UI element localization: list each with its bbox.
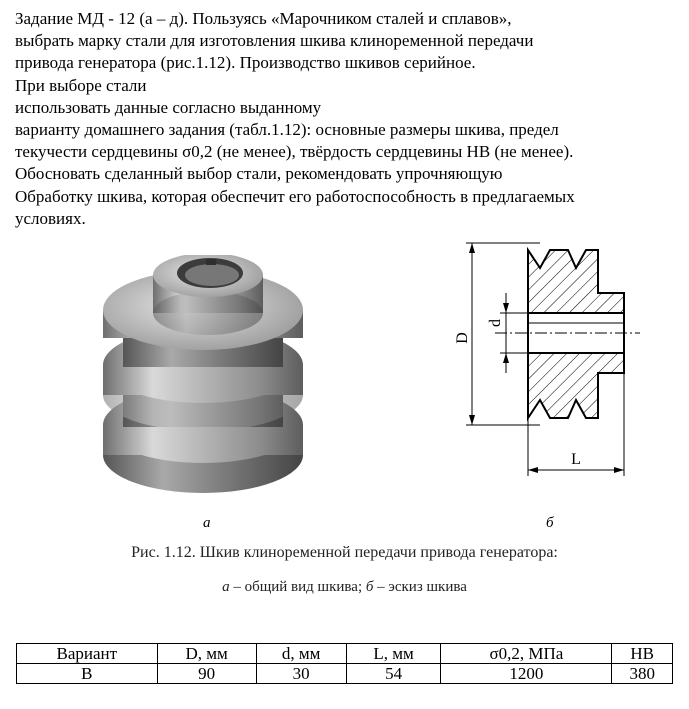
task-line: текучести сердцевины σ0,2 (не менее), твёрдость сердцевины HB (не менее). bbox=[15, 142, 574, 162]
task-line: использовать данные согласно выданному bbox=[15, 97, 322, 117]
cell-variant: В bbox=[17, 664, 158, 684]
variant-table bbox=[16, 643, 673, 684]
pulley-sketch bbox=[440, 238, 645, 478]
cell-HB: 380 bbox=[612, 664, 673, 684]
task-line: Задание МД - 12 (а – д). Пользуясь «Марочником сталей и сплавов», bbox=[15, 9, 512, 28]
figure-subcaption bbox=[0, 579, 689, 596]
dim-L-label: L bbox=[571, 451, 581, 468]
table-row bbox=[17, 664, 673, 684]
dim-D-label: D bbox=[454, 332, 471, 344]
pulley-photo bbox=[98, 255, 313, 505]
figure-label-b: б bbox=[546, 515, 554, 531]
figure-label-a: а bbox=[203, 515, 211, 531]
header-variant: Вариант bbox=[17, 644, 158, 664]
task-line: Обосновать сделанный выбор стали, рекомендовать упрочняющую bbox=[15, 164, 503, 184]
task-line: варианту домашнего задания (табл.1.12): основные размеры шкива, предел bbox=[15, 120, 559, 140]
header-yield: σ0,2, МПа bbox=[441, 644, 612, 664]
task-line: условиях. bbox=[15, 208, 86, 228]
task-line: Обработку шкива, которая обеспечит его работоспособность в предлагаемых bbox=[15, 186, 575, 206]
task-line: выбрать марку стали для изготовления шкива клиноременной передачи bbox=[15, 31, 534, 51]
header-D: D, мм bbox=[157, 644, 256, 664]
task-text bbox=[15, 8, 680, 230]
cell-d: 30 bbox=[256, 664, 346, 684]
header-HB: HB bbox=[612, 644, 673, 664]
table-header-row bbox=[17, 644, 673, 664]
cell-L: 54 bbox=[346, 664, 441, 684]
sub-b-text: – эскиз шкива bbox=[373, 579, 467, 595]
sub-a-letter: а bbox=[222, 579, 230, 595]
cell-yield: 1200 bbox=[441, 664, 612, 684]
sub-b-letter: б bbox=[365, 579, 374, 595]
cell-D: 90 bbox=[157, 664, 256, 684]
header-d: d, мм bbox=[256, 644, 346, 664]
sub-a-text: – общий вид шкива; bbox=[229, 579, 366, 595]
task-line: При выборе стали bbox=[15, 75, 147, 95]
task-line: привода генератора (рис.1.12). Производство шкивов серийное. bbox=[15, 53, 476, 73]
figure-caption: Рис. 1.12. Шкив клиноременной передачи привода генератора: bbox=[131, 544, 558, 561]
header-L: L, мм bbox=[346, 644, 441, 664]
dim-d-label: d bbox=[487, 319, 504, 327]
